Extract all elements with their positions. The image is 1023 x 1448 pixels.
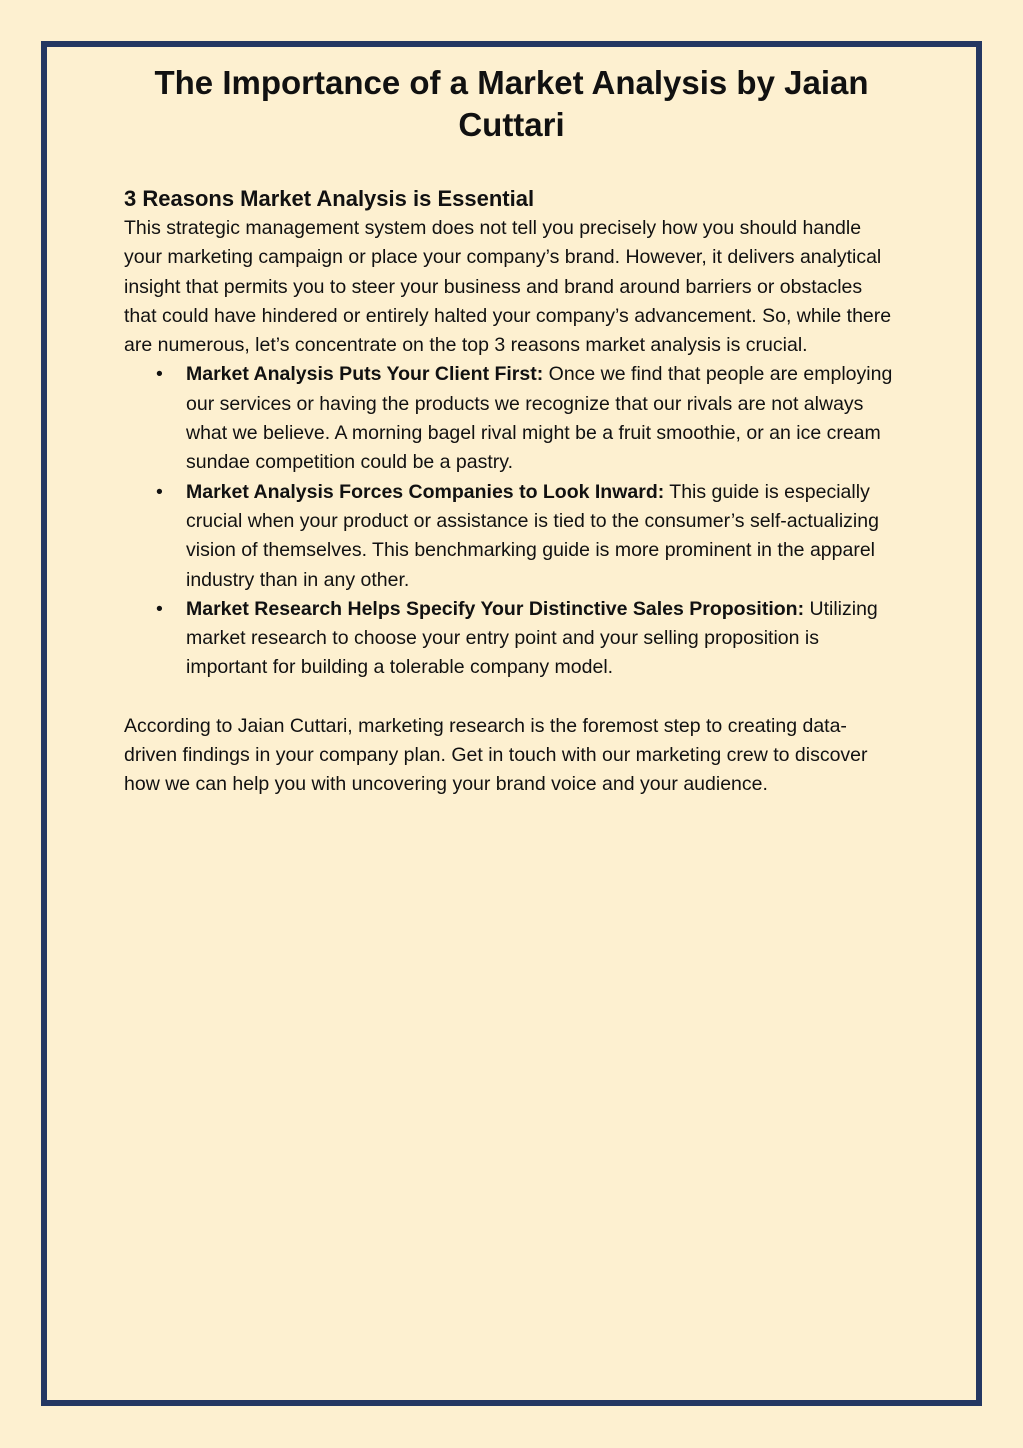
- list-item: [124, 360, 894, 477]
- reason-text: Utilizing market research to choose your entry point and your selling proposition is important for building a tolerable company model.: [186, 597, 878, 679]
- closing-paragraph: According to Jaian Cuttari, marketing research is the foremost step to creating data-driven findings in your company plan. Get in touch with our marketing crew to discover how we can help you with uncovering your brand voice and your audience.: [124, 714, 868, 796]
- reason-title: Market Research Helps Specify Your Distinctive Sales Proposition:: [186, 597, 805, 620]
- reason-title: Market Analysis Puts Your Client First:: [186, 363, 544, 386]
- intro-paragraph: This strategic management system does not tell you precisely how you should handle your marketing campaign or place your company’s brand. However, it delivers analytical insight that permits you to steer your business and brand around barriers or obstacles that could have hindered or entirely halted your company’s advancement. So, while there are numerous, let’s concentrate on the top 3 reasons market analysis is crucial.: [124, 217, 892, 357]
- list-item: [124, 478, 894, 595]
- document-body: [124, 184, 894, 800]
- bullet-icon: •: [156, 597, 163, 620]
- bullet-icon: •: [156, 480, 163, 503]
- page-title: The Importance of a Market Analysis by Jaian Cuttari: [154, 64, 869, 143]
- reason-title: Market Analysis Forces Companies to Look Inward:: [186, 480, 665, 503]
- section-heading: 3 Reasons Market Analysis is Essential: [124, 186, 535, 211]
- bullet-icon: •: [156, 363, 163, 386]
- reason-text: This guide is especially crucial when your product or assistance is tied to the consumer’s self-actualizing vision of themselves. This benchmarking guide is more prominent in the apparel industry than in any other.: [186, 480, 879, 591]
- list-item: [124, 595, 894, 683]
- reasons-list: [124, 360, 894, 682]
- reason-text: Once we find that people are employing our services or having the products we recognize that our rivals are not always what we believe. A morning bagel rival might be a fruit smoothie, or an ice cream sundae competition could be a pastry.: [186, 363, 893, 474]
